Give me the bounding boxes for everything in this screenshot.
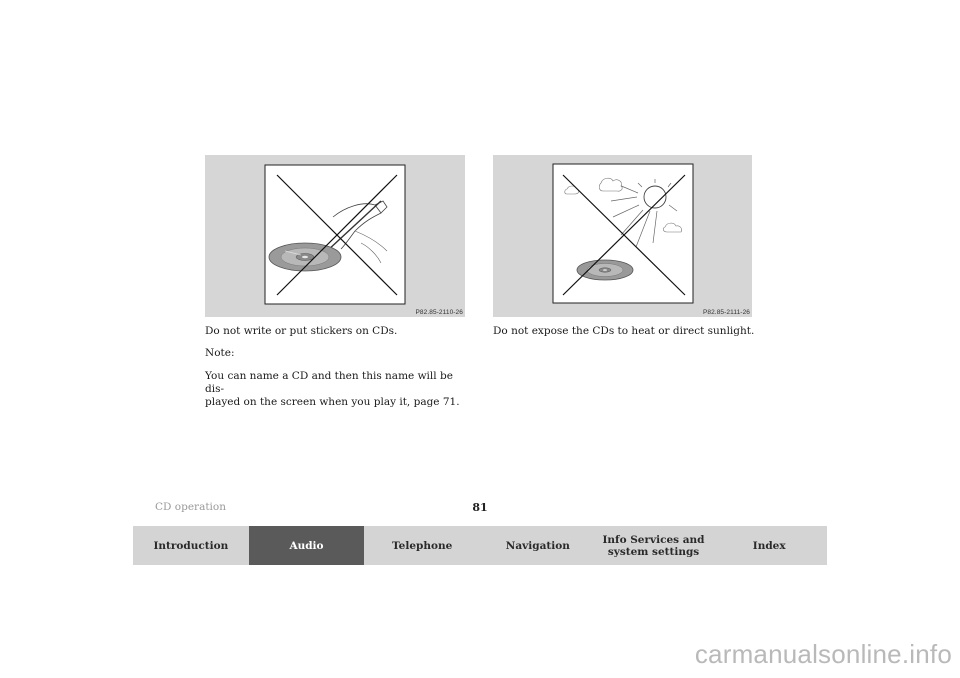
tab-label: Telephone [392, 539, 453, 552]
crossed-out-cd-writing-illustration [205, 155, 465, 317]
figure-code: P82.85-2110-26 [415, 309, 463, 316]
tab-label: Introduction [153, 539, 229, 552]
crossed-out-cd-sunlight-illustration [493, 155, 752, 317]
figure-no-writing-on-cd [205, 155, 465, 317]
caption-no-sunlight: Do not expose the CDs to heat or direct sunlight. [493, 325, 755, 337]
tab-telephone[interactable] [364, 526, 480, 565]
tab-label: Info Services and system settings [602, 533, 705, 558]
tab-navigation[interactable] [480, 526, 596, 565]
tab-introduction[interactable] [133, 526, 249, 565]
tab-index[interactable] [711, 526, 827, 565]
page-number: 81 [472, 501, 488, 514]
tab-audio[interactable] [249, 526, 365, 565]
figure-no-sunlight-on-cd [493, 155, 752, 317]
note-label: Note: [205, 347, 235, 359]
watermark: carmanualsonline.info [694, 639, 952, 669]
caption-no-writing: Do not write or put stickers on CDs. [205, 325, 398, 337]
note-text-line-1: You can name a CD and then this name will be dis- [205, 370, 453, 395]
figure-code: P82.85-2111-26 [702, 309, 750, 316]
chapter-tab-bar [133, 526, 827, 565]
note-text [205, 370, 475, 409]
tab-label: Navigation [505, 539, 570, 552]
section-title: CD operation [155, 501, 226, 513]
tab-label: Audio [289, 539, 324, 552]
tab-info-services[interactable] [596, 526, 712, 565]
note-text-line-2: played on the screen when you play it, page 71. [205, 396, 460, 408]
tab-label: Index [752, 539, 786, 552]
